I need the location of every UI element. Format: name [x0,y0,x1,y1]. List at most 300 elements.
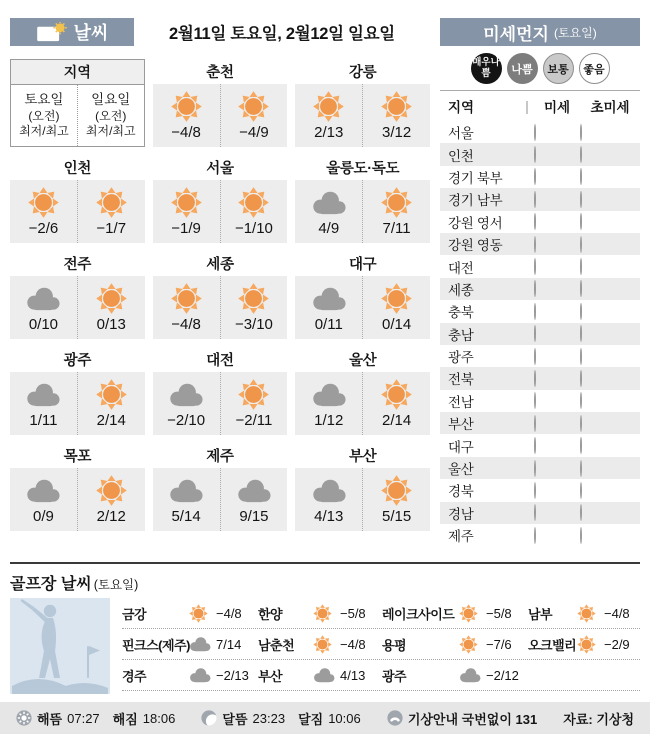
dust-level-normal [580,437,582,454]
dust-legend-normal: 보통 [543,53,574,84]
region-label: 강원 영동 [448,238,503,254]
ultrafine-dust-cell [580,505,640,520]
ultrafine-dust-cell [580,281,640,296]
forecast-body [153,180,288,243]
golf-section [10,562,640,694]
cloud-icon [310,377,348,412]
sunrise-icon [16,710,32,726]
dust-row [440,412,640,434]
cloud-icon [24,281,62,316]
sun-icon [26,185,61,220]
ultrafine-dust-cell [580,214,640,229]
ultrafine-dust-cell [580,349,640,364]
temperature: 2/13 [314,124,344,141]
date-heading: 2월11일 토요일, 2월12일 일요일 [169,25,395,43]
cloud-icon [24,473,62,508]
dust-level-normal [580,325,582,342]
legend-saturday-range: 최저/최고 [19,123,69,138]
dust-level-normal [534,348,536,365]
dust-level-good [534,460,536,477]
main-content [10,18,640,546]
cloud-icon [235,473,273,508]
sun-icon [311,89,346,124]
dust-level-good [580,482,582,499]
region-label: 경기 북부 [448,170,503,186]
forecast-saturday [153,372,220,435]
region-label: 제주 [448,529,474,545]
dust-row [440,188,640,210]
ultrafine-dust-cell [580,259,640,274]
dust-level-normal [534,303,536,320]
course-name: 금강 [122,606,147,622]
moonrise-label: 달뜸 [222,711,248,727]
dust-level-normal [534,191,536,208]
weather-logo-icon [36,22,67,43]
temperature: −3/10 [234,316,273,333]
temperature: −7/6 [486,636,512,652]
sun-icon [169,89,204,124]
forecast-sunday [362,276,430,339]
forecast-saturday [10,276,77,339]
sun-icon [236,185,271,220]
temperature: −4/9 [239,124,269,141]
dust-col-ultrafine: 초미세 [590,100,630,115]
dust-row [440,390,640,412]
legend-saturday [11,85,77,146]
fine-dust-cell [534,214,580,229]
golf-row [122,629,640,660]
dust-title: 미세먼지 [483,24,549,44]
city-name: 대전 [153,347,288,372]
dust-table-body [440,121,640,546]
city-name: 서울 [153,155,288,180]
ultrafine-dust-cell [580,237,640,252]
weather-section [10,18,430,546]
fine-dust-cell [534,237,580,252]
dust-row [440,457,640,479]
sun-icon [458,603,482,624]
dust-row [440,434,640,456]
temperature: −2/13 [216,667,249,683]
course-name: 핀크스(제주) [122,637,190,653]
city-name: 제주 [153,443,288,468]
region-label: 세종 [448,282,474,298]
dust-level-good [534,392,536,409]
weather-cell [10,251,145,339]
dust-level-good [534,415,536,432]
city-name: 광주 [10,347,145,372]
forecast-body [153,276,288,339]
forecast-saturday [153,468,220,531]
temperature: 7/11 [382,220,411,237]
forecast-saturday [295,180,362,243]
dust-panel [440,18,640,546]
temperature: −2/11 [235,412,273,429]
temperature: −4/8 [171,316,201,333]
sun-icon [94,281,129,316]
forecast-body [10,180,145,243]
ultrafine-dust-cell [580,461,640,476]
region-label: 서울 [448,126,474,142]
temperature: 0/10 [28,316,59,333]
moonrise-time: 23:23 [252,710,286,726]
dust-row [440,367,640,389]
sun-icon [169,281,204,316]
moonset-time: 10:06 [328,710,361,726]
weather-cell [153,155,288,243]
temperature: 2/12 [96,508,126,525]
dust-level-good [580,415,582,432]
sun-icon [94,185,129,220]
golfer-silhouette-icon [10,598,110,694]
legend-sunday [77,85,144,146]
fine-dust-cell [534,505,580,520]
fine-dust-cell [534,281,580,296]
ultrafine-dust-cell [580,169,640,184]
dust-table-header [440,90,640,121]
legend-sunday-day: 일요일 [91,92,131,108]
temperature: 5/14 [171,508,201,525]
sun-icon [312,634,336,655]
weather-grid [10,59,430,531]
fine-dust-cell [534,147,580,162]
cloud-icon [310,185,348,220]
temperature: −1/7 [96,220,127,237]
sun-icon [236,89,271,124]
city-name: 인천 [10,155,145,180]
weather-badge-label: 날씨 [73,23,109,43]
golf-row [122,598,640,629]
ultrafine-dust-cell [580,438,640,453]
cloud-icon [24,377,62,412]
dust-level-normal [580,303,582,320]
dust-level-normal [534,325,536,342]
dust-row [440,278,640,300]
temperature: 2/14 [96,412,126,429]
dust-row [440,524,640,546]
temperature: 3/12 [381,124,412,141]
region-label: 광주 [448,350,474,366]
cloud-icon [312,667,336,683]
forecast-sunday [77,468,145,531]
forecast-body [10,276,145,339]
sunset-time: 18:06 [142,710,176,726]
sun-icon [379,89,414,124]
dust-level-normal [534,168,536,185]
temperature: 2/14 [381,412,412,429]
fine-dust-cell [534,461,580,476]
forecast-saturday [10,372,77,435]
temperature: 1/12 [314,412,344,429]
temperature: −5/8 [486,605,512,621]
ultrafine-dust-cell [580,192,640,207]
temperature: −5/8 [340,605,366,621]
dust-level-normal [534,146,536,163]
temperature: −2/6 [28,220,59,237]
forecast-sunday [362,84,430,147]
sunrise-sunset [16,709,175,728]
ultrafine-dust-cell [580,483,640,498]
temperature: 9/15 [239,508,269,525]
dust-col-region: 지역 [448,100,475,115]
weather-cell [153,443,288,531]
sun-icon [379,377,414,412]
region-label: 부산 [448,417,474,433]
forecast-sunday [220,468,288,531]
weather-cell [295,155,430,243]
forecast-body [153,468,288,531]
course-name: 용평 [382,637,407,653]
fine-dust-cell [534,326,580,341]
dust-legend-very-bad: 매우나쁨 [471,53,502,84]
cloud-icon [167,377,205,412]
dust-level-normal [534,124,536,141]
golf-subtitle: (토요일) [93,578,139,593]
temperature: −2/10 [167,412,206,429]
temperature: 0/13 [96,316,126,333]
forecast-body [295,468,430,531]
temperature: 0/11 [314,316,343,333]
dust-level-normal [580,146,582,163]
fine-dust-cell [534,304,580,319]
dust-level-normal [534,280,536,297]
region-label: 강원 영서 [448,215,503,231]
forecast-body [153,84,288,147]
forecast-body [295,276,430,339]
dust-row [440,121,640,143]
dust-level-normal [580,348,582,365]
sun-icon [576,634,600,655]
course-name: 경주 [122,668,147,684]
moon-icon [201,710,217,726]
ultrafine-dust-cell [580,416,640,431]
fine-dust-cell [534,528,580,543]
ultrafine-dust-cell [580,304,640,319]
forecast-saturday [153,180,220,243]
city-name: 강릉 [295,59,430,84]
forecast-sunday [362,468,430,531]
legend-title: 지역 [11,60,144,85]
dust-legend-bad: 나쁨 [507,53,538,84]
region-label: 경북 [448,484,474,500]
weather-cell [295,443,430,531]
weather-info-line [387,709,537,728]
dust-row [440,143,640,165]
course-name: 오크밸리 [528,637,577,653]
dust-col-divider: | [525,98,529,114]
dust-level-good [580,392,582,409]
weather-cell [295,347,430,435]
dust-level-good [580,527,582,544]
sun-icon [236,377,271,412]
fine-dust-cell [534,393,580,408]
dust-level-normal [580,213,582,230]
forecast-saturday [153,276,220,339]
sun-icon [458,634,482,655]
weather-header [10,18,430,46]
fine-dust-cell [534,192,580,207]
data-source: 자료: 기상청 [563,711,634,727]
sun-icon [169,185,204,220]
fine-dust-cell [534,438,580,453]
temperature: −4/8 [171,124,201,141]
region-label: 대구 [448,439,474,455]
sun-icon [576,603,600,624]
dust-subtitle: (토요일) [553,25,597,40]
weather-section-badge [10,18,134,46]
dust-row [440,323,640,345]
forecast-sunday [77,276,145,339]
dust-level-normal [580,124,582,141]
temperature: −2/12 [486,667,519,683]
temperature: −1/10 [234,220,273,237]
dust-row [440,300,640,322]
dust-col-fine: 미세 [543,100,571,115]
region-label: 대전 [448,260,474,276]
city-name: 전주 [10,251,145,276]
temperature: 4/13 [314,508,344,525]
temperature: 4/13 [340,667,366,683]
fine-dust-cell [534,349,580,364]
weather-cell [295,59,430,147]
dust-level-good [580,504,582,521]
dust-level-good [580,236,582,253]
dust-legend [440,53,640,84]
course-name: 레이크사이드 [382,606,455,622]
sun-icon [379,185,414,220]
legend-sunday-range: 최저/최고 [85,123,136,138]
forecast-sunday [220,84,288,147]
dust-level-normal [534,258,536,275]
ultrafine-dust-cell [580,528,640,543]
golf-body [10,598,640,694]
temperature: 7/14 [216,636,242,652]
ultrafine-dust-cell [580,125,640,140]
temperature: −4/8 [216,605,242,621]
dust-level-good [534,527,536,544]
fine-dust-cell [534,483,580,498]
sun-icon [379,281,414,316]
sun-icon [94,377,129,412]
forecast-saturday [153,84,220,147]
city-name: 세종 [153,251,288,276]
sunrise-time: 07:27 [67,710,100,726]
course-name: 부산 [258,668,283,684]
course-name: 한양 [258,606,283,622]
region-label: 충북 [448,305,474,321]
dust-row [440,233,640,255]
city-name: 부산 [295,443,430,468]
golf-row [122,660,640,691]
legend-box [10,59,145,147]
temperature: 4/9 [318,220,340,237]
weather-cell [153,251,288,339]
forecast-sunday [220,276,288,339]
region-label: 충남 [448,327,474,343]
cloud-icon [188,667,212,683]
region-label: 인천 [448,148,474,164]
city-name: 대구 [295,251,430,276]
cloud-icon [188,636,212,652]
course-name: 남부 [528,606,553,622]
city-name: 울산 [295,347,430,372]
region-label: 경남 [448,506,474,522]
cloud-icon [310,473,348,508]
dust-legend-good: 좋음 [579,53,610,84]
moonrise-moonset [201,709,360,728]
legend-body [11,85,144,146]
golfer-illustration [10,598,110,694]
forecast-saturday [295,276,362,339]
dust-row [440,255,640,277]
legend-saturday-day: 토요일 [24,92,64,108]
region-label: 전남 [448,394,474,410]
dust-row [440,211,640,233]
course-name: 남춘천 [258,637,295,653]
cloud-icon [167,473,205,508]
dust-row [440,345,640,367]
temperature: 1/11 [29,412,58,429]
forecast-saturday [10,180,77,243]
moonset-label: 달짐 [298,711,324,727]
temperature: 5/15 [381,508,412,525]
fine-dust-cell [534,125,580,140]
city-name: 춘천 [153,59,288,84]
dust-row [440,479,640,501]
cloud-icon [310,281,348,316]
dust-panel-header [440,18,640,46]
forecast-saturday [295,84,362,147]
temperature: 0/14 [381,316,412,333]
forecast-sunday [362,180,430,243]
fine-dust-cell [534,259,580,274]
dust-row [440,502,640,524]
weather-cell [10,443,145,531]
forecast-body [10,372,145,435]
sunset-label: 해짐 [112,711,138,727]
golf-title [10,571,640,594]
dust-level-normal [580,168,582,185]
weather-cell [153,347,288,435]
forecast-saturday [295,468,362,531]
cloud-icon [458,667,482,683]
forecast-body [295,180,430,243]
sun-icon [312,603,336,624]
legend-sunday-time: (오전) [95,108,127,123]
fine-dust-cell [534,169,580,184]
region-label: 울산 [448,462,474,478]
dust-level-normal [580,191,582,208]
temperature: −1/9 [171,220,201,237]
city-name: 목포 [10,443,145,468]
phone-icon [387,710,403,726]
temperature: −4/8 [604,605,630,621]
dust-level-normal [580,370,582,387]
dust-level-normal [534,437,536,454]
forecast-saturday [10,468,77,531]
forecast-sunday [362,372,430,435]
forecast-saturday [295,372,362,435]
dust-level-normal [580,280,582,297]
city-name: 울릉도·독도 [295,155,430,180]
legend-saturday-time: (오전) [28,108,60,123]
dust-level-good [580,460,582,477]
weather-cell [10,155,145,243]
section-divider [10,562,640,564]
sun-icon [379,473,414,508]
region-label: 전북 [448,372,474,388]
sun-icon [94,473,129,508]
